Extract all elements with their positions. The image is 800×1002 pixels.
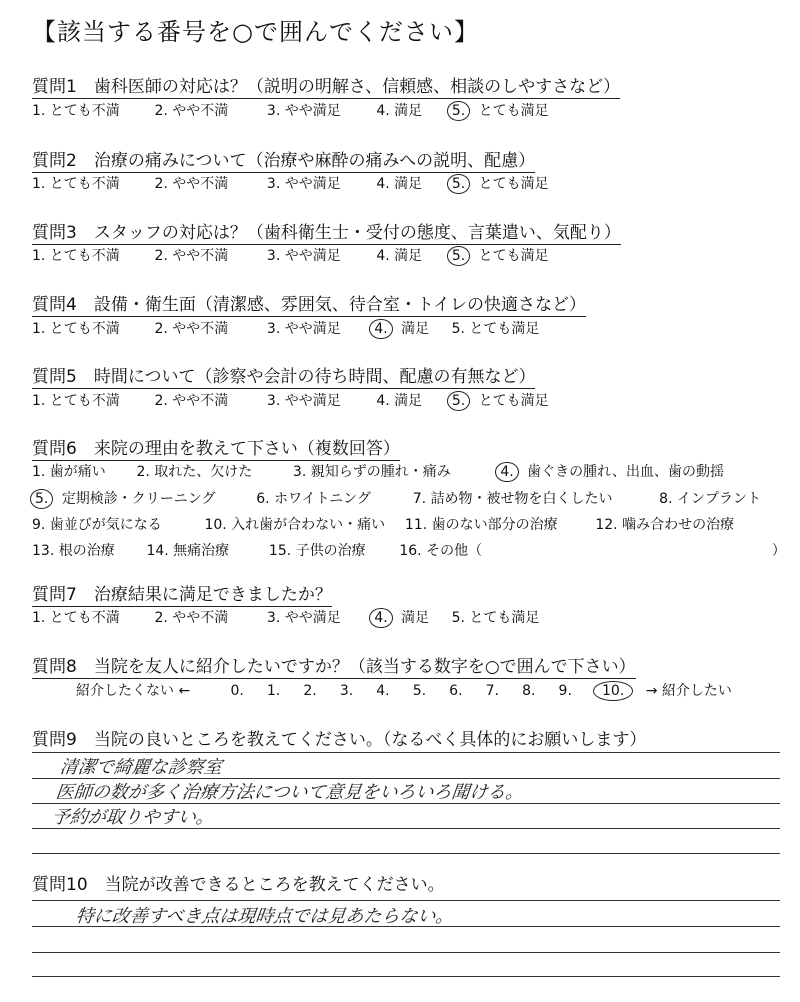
q6-row-2 — [32, 488, 761, 508]
q7-option-4-label: 満足 — [401, 610, 430, 626]
q2-title: 質問2 治療の痛みについて（治療や麻酔の痛みへの説明、配慮） — [32, 146, 535, 173]
q6-option-6[interactable]: 6. ホワイトニング — [256, 491, 371, 507]
q8-scale-0[interactable]: 0. — [230, 683, 244, 699]
q8-scale-3[interactable]: 3. — [339, 683, 354, 699]
q6-option-12[interactable]: 12. 噛み合わせの治療 — [595, 517, 735, 533]
q5-option-5-label: とても満足 — [478, 393, 549, 409]
q10-title: 質問10 当院が改善できるところを教えてください。 — [32, 875, 445, 895]
q9-answer-line-1[interactable]: 清潔で綺麗な診察室 — [58, 757, 223, 778]
q3-title: 質問3 スタッフの対応は？（歯科衛生士・受付の態度、言葉遣い、気配り） — [32, 218, 621, 245]
q5-title: 質問5 時間について（診察や会計の待ち時間、配慮の有無など） — [32, 362, 535, 389]
q8-scale-6[interactable]: 6. — [449, 683, 463, 699]
q3-option-5-circled[interactable]: 5. — [447, 246, 470, 266]
q5-option-5-circled[interactable]: 5. — [447, 391, 470, 411]
q4-option-2[interactable]: 2. やや不満 — [154, 321, 229, 337]
q1-title: 質問1 歯科医師の対応は？（説明の明解さ、信頼感、相談のしやすさなど） — [32, 72, 620, 99]
q10-answer-line — [32, 900, 780, 901]
q4-option-4-label: 満足 — [401, 321, 430, 337]
q4-title: 質問4 設備・衛生面（清潔感、雰囲気、待合室・トイレの快適さなど） — [32, 290, 586, 317]
q6-option-2[interactable]: 2. 取れた、欠けた — [136, 464, 253, 480]
q6-row-1 — [32, 461, 724, 481]
q8-left-label: 紹介したくない ← — [76, 683, 191, 699]
page-title: 【該当する番号を○で囲んでください】 — [32, 18, 479, 46]
q6-option-5-circled[interactable]: 5. — [30, 489, 53, 509]
q8-scale — [76, 680, 732, 700]
q9-answer-line — [32, 853, 780, 854]
q5-option-4[interactable]: 4. 満足 — [376, 393, 423, 409]
q6-title: 質問6 来院の理由を教えて下さい（複数回答） — [32, 434, 400, 461]
q1-option-3[interactable]: 3. やや満足 — [266, 103, 341, 119]
q4-options — [32, 318, 539, 338]
q5-option-2[interactable]: 2. やや不満 — [154, 393, 229, 409]
q8-scale-7[interactable]: 7. — [485, 683, 499, 699]
q10-answer-line-1[interactable]: 特に改善すべき点は現時点では見あたらない。 — [74, 906, 455, 927]
q6-option-4-label: 歯ぐきの腫れ、出血、歯の動揺 — [527, 464, 725, 480]
q8-scale-1[interactable]: 1. — [266, 683, 281, 699]
q9-answer-line-3[interactable]: 予約が取りやすい。 — [50, 807, 215, 828]
q6-option-11[interactable]: 11. 歯のない部分の治療 — [404, 517, 558, 533]
q6-option-1[interactable]: 1. 歯が痛い — [32, 464, 106, 480]
q8-right-label: → 紹介したい — [645, 683, 732, 699]
q6-row-3 — [32, 514, 734, 534]
q6-option-5-label: 定期検診・クリーニング — [61, 491, 216, 507]
q2-option-2[interactable]: 2. やや不満 — [154, 176, 229, 192]
q5-option-3[interactable]: 3. やや満足 — [266, 393, 341, 409]
q6-option-16-close: ） — [771, 543, 786, 559]
q10-answer-line — [32, 952, 780, 953]
q8-scale-4[interactable]: 4. — [376, 683, 390, 699]
q7-option-3[interactable]: 3. やや満足 — [266, 610, 341, 626]
q2-option-4[interactable]: 4. 満足 — [376, 176, 423, 192]
q1-option-4[interactable]: 4. 満足 — [376, 103, 423, 119]
q8-scale-8[interactable]: 8. — [522, 683, 536, 699]
q8-scale-10-circled[interactable]: 10. — [593, 681, 633, 701]
q1-option-5-label: とても満足 — [478, 103, 549, 119]
q4-option-5[interactable]: 5. とても満足 — [451, 321, 540, 337]
q2-option-1[interactable]: 1. とても不満 — [32, 176, 120, 192]
q7-title: 質問7 治療結果に満足できましたか？ — [32, 580, 332, 607]
q6-option-10[interactable]: 10. 入れ歯が合わない・痛い — [204, 517, 386, 533]
q6-option-4-circled[interactable]: 4. — [495, 462, 518, 482]
q8-scale-9[interactable]: 9. — [558, 683, 572, 699]
q7-option-2[interactable]: 2. やや不満 — [154, 610, 229, 626]
q10-answer-line — [32, 976, 780, 977]
q6-option-3[interactable]: 3. 親知らずの腫れ・痛み — [292, 464, 451, 480]
q7-option-5[interactable]: 5. とても満足 — [451, 610, 540, 626]
q6-option-15[interactable]: 15. 子供の治療 — [268, 543, 366, 559]
q2-options — [32, 173, 549, 193]
q6-option-9[interactable]: 9. 歯並びが気になる — [32, 517, 162, 533]
q8-scale-2[interactable]: 2. — [303, 683, 317, 699]
q6-option-8[interactable]: 8. インプラント — [659, 491, 761, 507]
q3-option-1[interactable]: 1. とても不満 — [32, 248, 120, 264]
q2-option-5-circled[interactable]: 5. — [447, 174, 470, 194]
q1-options — [32, 100, 549, 120]
q6-row-4 — [32, 540, 786, 560]
q3-option-5-label: とても満足 — [478, 248, 549, 264]
q4-option-4-circled[interactable]: 4. — [369, 319, 392, 339]
q3-option-4[interactable]: 4. 満足 — [376, 248, 423, 264]
q1-option-5-circled[interactable]: 5. — [447, 101, 470, 121]
q8-scale-5[interactable]: 5. — [412, 683, 427, 699]
q8-title: 質問8 当院を友人に紹介したいですか？（該当する数字を○で囲んで下さい） — [32, 652, 636, 679]
q7-options — [32, 607, 539, 627]
q6-option-16[interactable]: 16. その他（ — [399, 543, 483, 559]
q6-option-14[interactable]: 14. 無痛治療 — [146, 543, 230, 559]
q3-option-3[interactable]: 3. やや満足 — [266, 248, 341, 264]
q7-option-4-circled[interactable]: 4. — [369, 608, 392, 628]
q1-option-2[interactable]: 2. やや不満 — [154, 103, 229, 119]
q4-option-3[interactable]: 3. やや満足 — [266, 321, 341, 337]
q5-option-1[interactable]: 1. とても不満 — [32, 393, 120, 409]
q9-title: 質問9 当院の良いところを教えてください。（なるべく具体的にお願いします） — [32, 730, 647, 750]
q4-option-1[interactable]: 1. とても不満 — [32, 321, 120, 337]
q7-option-1[interactable]: 1. とても不満 — [32, 610, 120, 626]
q6-option-13[interactable]: 13. 根の治療 — [32, 543, 115, 559]
q9-answer-line-2[interactable]: 医師の数が多く治療方法について意見をいろいろ聞ける。 — [54, 782, 525, 803]
q1-option-1[interactable]: 1. とても不満 — [32, 103, 120, 119]
q2-option-3[interactable]: 3. やや満足 — [266, 176, 341, 192]
q6-option-7[interactable]: 7. 詰め物・被せ物を白くしたい — [412, 491, 613, 507]
q5-options — [32, 390, 549, 410]
q2-option-5-label: とても満足 — [478, 176, 549, 192]
q3-option-2[interactable]: 2. やや不満 — [154, 248, 229, 264]
q3-options — [32, 245, 549, 265]
